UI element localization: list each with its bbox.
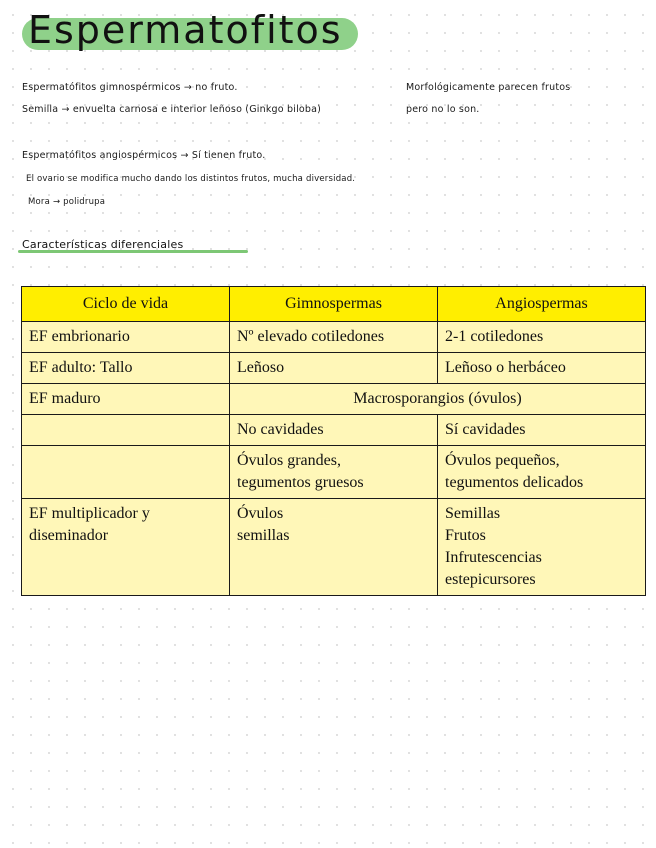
cell-merged: Macrosporangios (óvulos) xyxy=(230,384,646,415)
cell-line: EF multiplicador y xyxy=(29,505,150,522)
cell-line: tegumentos gruesos xyxy=(237,474,364,491)
cell-label xyxy=(22,415,230,446)
cell-line: Semillas xyxy=(445,505,501,522)
cell-line: Óvulos grandes, xyxy=(237,452,341,469)
cell-gimno: Nº elevado cotiledones xyxy=(230,322,438,353)
cell-line: diseminador xyxy=(29,527,109,544)
cell-gimno xyxy=(230,499,438,596)
table-row xyxy=(22,415,646,446)
cell-label xyxy=(22,446,230,499)
cell-label: EF adulto: Tallo xyxy=(22,353,230,384)
cell-line: semillas xyxy=(237,527,290,544)
cell-angio xyxy=(438,446,646,499)
cell-gimno: No cavidades xyxy=(230,415,438,446)
header-angiospermas: Angiospermas xyxy=(438,287,646,322)
title-block xyxy=(18,4,343,56)
header-ciclo-de-vida: Ciclo de vida xyxy=(22,287,230,322)
cell-line: tegumentos delicados xyxy=(445,474,584,491)
note-gimnospermicos: Espermatófitos gimnospérmicos → no fruto. xyxy=(22,82,238,93)
note-mora: Mora → polidrupa xyxy=(28,197,106,207)
note-no-lo-son: pero no lo son. xyxy=(406,104,480,115)
cell-line: Óvulos xyxy=(237,505,284,522)
cell-label: EF embrionario xyxy=(22,322,230,353)
subheading: Características diferenciales xyxy=(22,238,184,251)
cell-gimno: Leñoso xyxy=(230,353,438,384)
table-row xyxy=(22,353,646,384)
cell-gimno xyxy=(230,446,438,499)
cell-line: Frutos xyxy=(445,527,486,544)
note-semilla: Semilla → envuelta carnosa e interior leñoso (Ginkgo biloba) xyxy=(22,104,322,115)
cell-line: Infrutescencias xyxy=(445,549,542,566)
table-row xyxy=(22,322,646,353)
note-angiospermicos: Espermatófitos angiospérmicos → Sí tienen fruto. xyxy=(22,150,266,161)
page-title: Espermatofitos xyxy=(28,8,343,52)
cell-angio: 2-1 cotiledones xyxy=(438,322,646,353)
table-row xyxy=(22,499,646,596)
note-morfologicamente: Morfológicamente parecen frutos xyxy=(406,82,571,93)
table-row xyxy=(22,384,646,415)
cell-angio: Sí cavidades xyxy=(438,415,646,446)
subheading-block xyxy=(22,238,183,251)
table-row xyxy=(22,446,646,499)
cell-angio: Leñoso o herbáceo xyxy=(438,353,646,384)
cell-label: EF maduro xyxy=(22,384,230,415)
comparison-table xyxy=(21,286,646,596)
table-header-row xyxy=(22,287,646,322)
header-gimnospermas: Gimnospermas xyxy=(230,287,438,322)
cell-angio xyxy=(438,499,646,596)
note-ovario: El ovario se modifica mucho dando los distintos frutos, mucha diversidad. xyxy=(26,174,356,184)
cell-line: estepicursores xyxy=(445,571,536,588)
cell-line: Óvulos pequeños, xyxy=(445,452,560,469)
cell-label xyxy=(22,499,230,596)
